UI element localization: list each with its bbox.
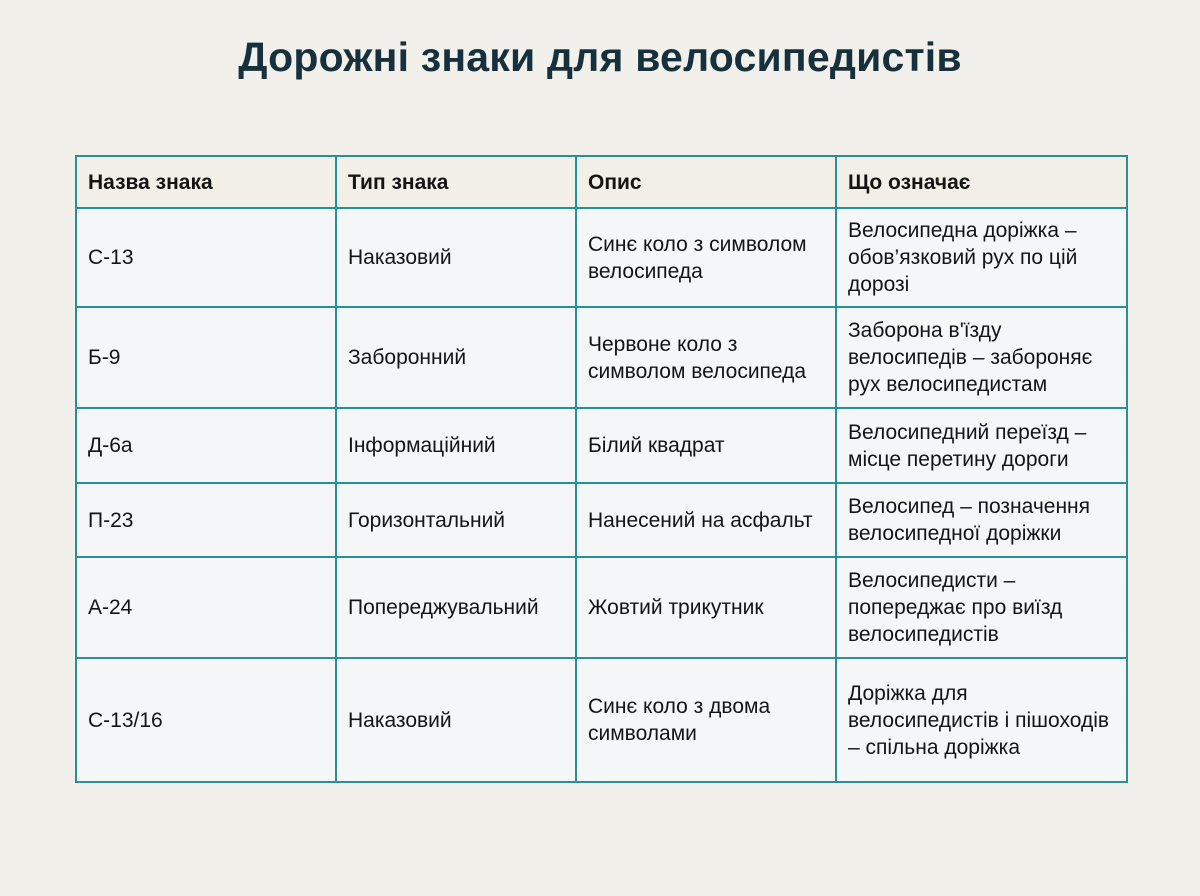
cell-meaning: Заборона в'їзду велосипедів – забороняє рух велосипедистам	[836, 307, 1127, 408]
cell-meaning: Велосипедисти – попереджає про виїзд велосипедистів	[836, 557, 1127, 658]
cell-description: Синє коло з символом велосипеда	[576, 208, 836, 307]
cell-sign-type: Горизонтальний	[336, 483, 576, 557]
cell-sign-type: Попереджувальний	[336, 557, 576, 658]
header-sign-name: Назва знака	[76, 156, 336, 208]
cell-meaning: Доріжка для велосипедистів і пішоходів – спільна доріжка	[836, 658, 1127, 782]
cell-description: Жовтий трикутник	[576, 557, 836, 658]
cell-meaning: Велосипедна доріжка – обов’язковий рух по цій дорозі	[836, 208, 1127, 307]
cell-description: Білий квадрат	[576, 408, 836, 483]
cell-sign-name: Б-9	[76, 307, 336, 408]
cell-meaning: Велосипедний переїзд – місце перетину дороги	[836, 408, 1127, 483]
cell-sign-name: А-24	[76, 557, 336, 658]
table-row	[76, 208, 1127, 307]
cell-sign-type: Наказовий	[336, 208, 576, 307]
page-title: Дорожні знаки для велосипедистів	[238, 34, 962, 80]
header-sign-type: Тип знака	[336, 156, 576, 208]
cell-description: Синє коло з двома символами	[576, 658, 836, 782]
cell-meaning: Велосипед – позначення велосипедної доріжки	[836, 483, 1127, 557]
cell-sign-type: Наказовий	[336, 658, 576, 782]
cell-sign-type: Заборонний	[336, 307, 576, 408]
header-meaning: Що означає	[836, 156, 1127, 208]
road-signs-table	[75, 155, 1128, 783]
table-row	[76, 557, 1127, 658]
table-row	[76, 658, 1127, 782]
header-description: Опис	[576, 156, 836, 208]
table-row	[76, 483, 1127, 557]
table-header-row	[76, 156, 1127, 208]
table-row	[76, 408, 1127, 483]
cell-sign-name: Д-6а	[76, 408, 336, 483]
cell-sign-name: С-13/16	[76, 658, 336, 782]
cell-description: Червоне коло з символом велосипеда	[576, 307, 836, 408]
cell-description: Нанесений на асфальт	[576, 483, 836, 557]
cell-sign-name: П-23	[76, 483, 336, 557]
table-row	[76, 307, 1127, 408]
cell-sign-type: Інформаційний	[336, 408, 576, 483]
cell-sign-name: С-13	[76, 208, 336, 307]
